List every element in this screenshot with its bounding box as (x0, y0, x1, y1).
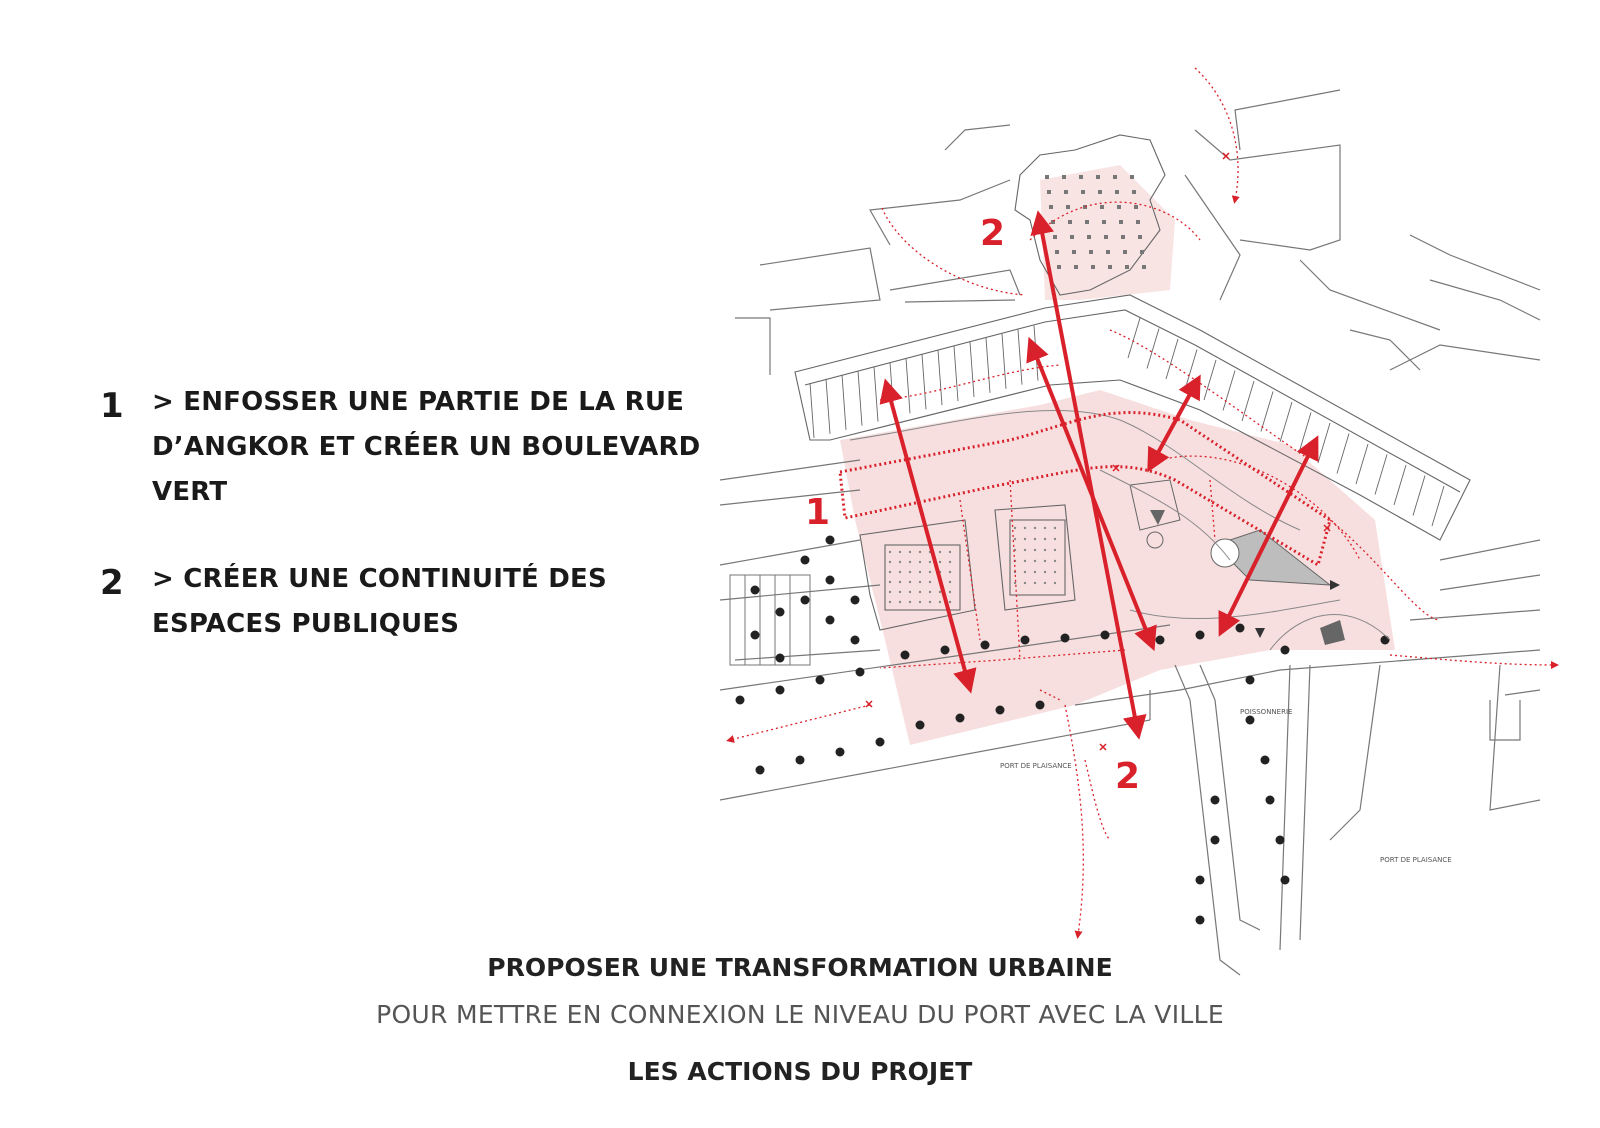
label-port-de-plaisance-1: PORT DE PLAISANCE (1000, 762, 1072, 770)
legend-number: 2 (100, 563, 124, 603)
footer-subtitle: POUR METTRE EN CONNEXION LE NIVEAU DU PORT AVEC LA VILLE (376, 1000, 1224, 1029)
plan-marker-2-bottom: 2 (1115, 756, 1141, 797)
label-poissonnerie: POISSONNERIE (1240, 708, 1293, 716)
label-port-de-plaisance-2: PORT DE PLAISANCE (1380, 856, 1452, 864)
legend-number: 1 (100, 386, 124, 426)
plan-marker-1: 1 (805, 492, 831, 533)
plan-marker-2-top: 2 (980, 213, 1006, 254)
legend-text: > ENFOSSER UNE PARTIE DE LA RUE D’ANGKOR ET CRÉER UN BOULEVARD VERT (152, 387, 701, 507)
public-space-zone (840, 165, 1395, 745)
parking-blocks (730, 575, 810, 665)
legend-text: > CRÉER UNE CONTINUITÉ DES ESPACES PUBLIQUES (152, 564, 607, 639)
footer-actions: LES ACTIONS DU PROJET (627, 1057, 973, 1086)
footer-title: PROPOSER UNE TRANSFORMATION URBAINE (487, 953, 1113, 982)
